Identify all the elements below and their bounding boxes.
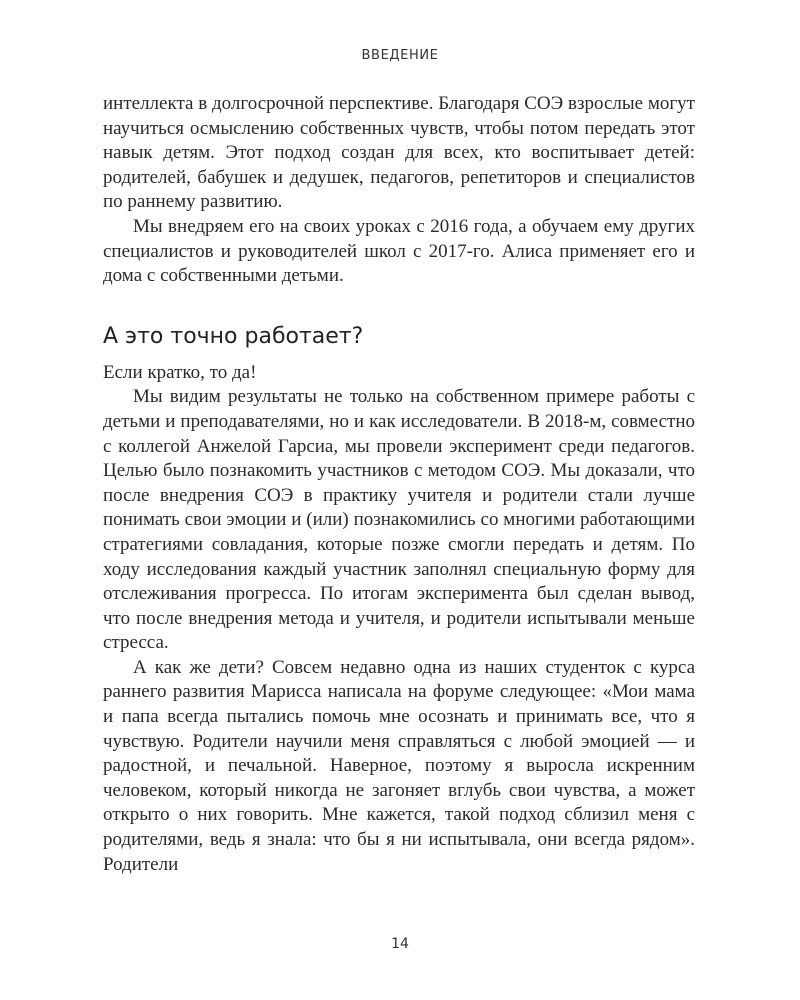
paragraph: Мы внедряем его на своих уроках с 2016 года, а обучаем ему других специалистов и руководителей школ с 2017-го. Алиса применяет его и дома с собственными детьми. <box>103 215 695 287</box>
paragraph: Мы видим результаты не только на собственном примере работы с детьми и преподавателями, но и как исследователи. В 2018-м, совместно с коллегой Анжелой Гарсиа, мы провели эксперимент среди педагогов. Целью было познакомить участников с методом СОЭ. Мы доказали, что после внедрения СОЭ в практику учителя и родители стали лучше понимать свои эмоции и (или) познакомились со многими работающими стратегиями совладания, которые позже смогли передать и детям. По ходу исследования каждый участник заполнял специальную форму для отслеживания прогресса. По итогам эксперимента был сделан вывод, что после внедрения метода и учителя, и родители испытывали меньше стресса. <box>103 386 695 654</box>
running-head: ВВЕДЕНИЕ <box>361 48 439 63</box>
paragraph: А как же дети? Совсем недавно одна из наших студенток с курса раннего развития Марисса написала на форуме следующее: «Мои мама и папа всегда пытались помочь мне осознать и принимать все, что я чувствую. Родители научили меня справляться с любой эмоцией — и радостной, и печальной. Наверное, поэтому я выросла искренним человеком, который никогда не загоняет вглубь свои чувства, а может открыто о них говорить. Мне кажется, такой подход сблизил меня с родителями, ведь я знала: что бы я ни испытывала, они всегда рядом». Родители <box>103 656 695 875</box>
paragraph-lead: Если кратко, то да! <box>103 361 257 383</box>
paragraph-continued: интеллекта в долгосрочной перспективе. Благодаря СОЭ взрослые могут научиться осмыслению собственных чувств, чтобы потом передать этот навык детям. Этот подход создан для всех, кто воспитывает детей: родителей, бабушек и дедушек, педагогов, репетиторов и специалистов по раннему развитию. <box>103 93 695 213</box>
body-text <box>103 92 695 877</box>
section-heading: А это точно работает? <box>103 323 364 349</box>
page-number: 14 <box>391 936 409 952</box>
